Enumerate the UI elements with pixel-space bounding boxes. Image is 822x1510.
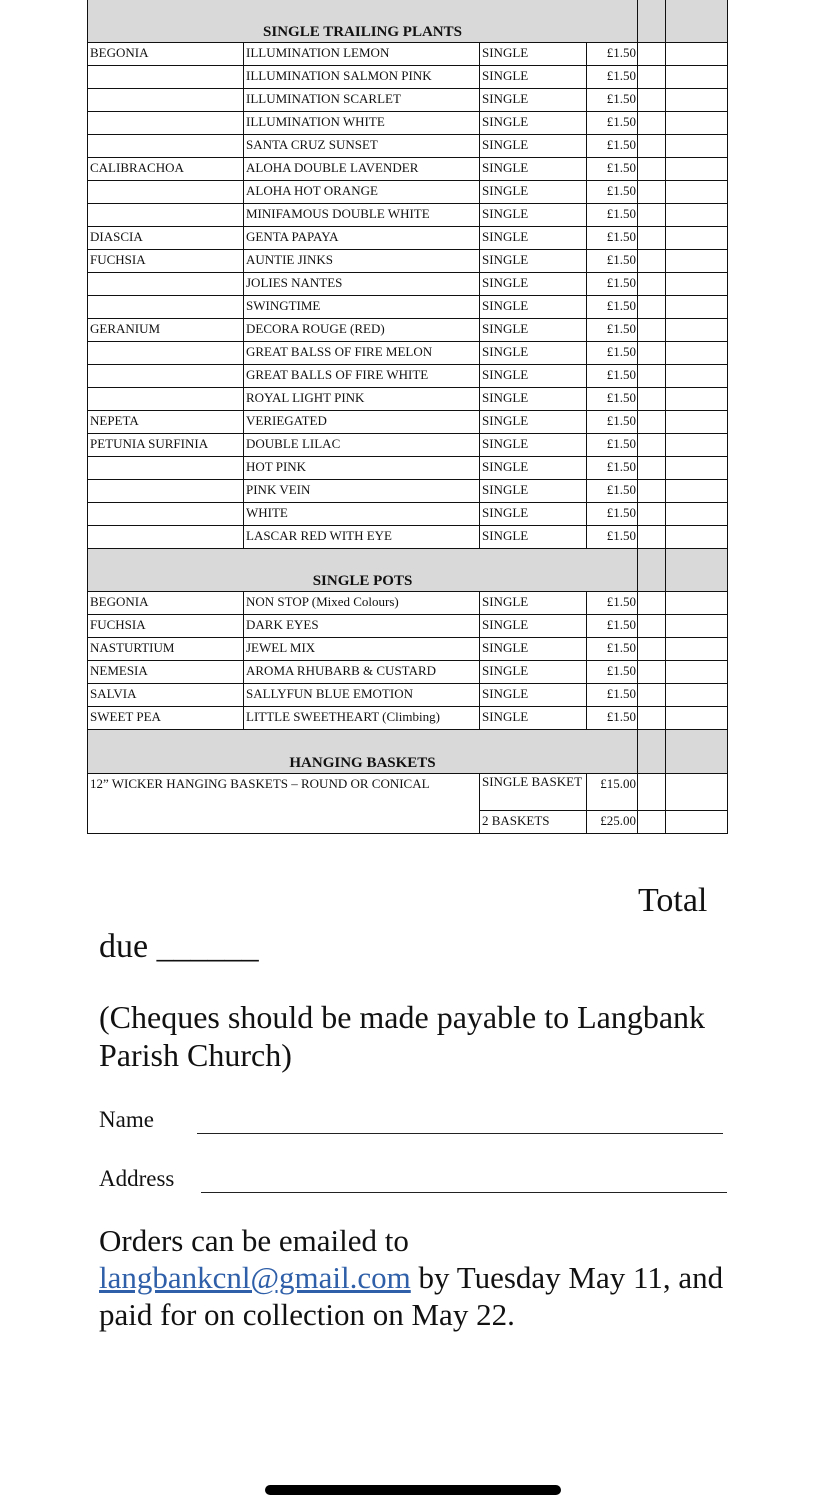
table-row bbox=[88, 158, 728, 181]
basket-price-cell: £25.00 bbox=[587, 811, 638, 834]
type-cell: SINGLE bbox=[480, 592, 587, 615]
table-row bbox=[88, 365, 728, 388]
price-cell: £1.50 bbox=[587, 388, 638, 411]
genus-cell bbox=[88, 503, 244, 526]
genus-cell: NEMESIA bbox=[88, 661, 244, 684]
quantity-cell[interactable] bbox=[638, 434, 666, 457]
variety-cell: ILLUMINATION SALMON PINK bbox=[244, 66, 480, 89]
cost-cell[interactable] bbox=[666, 273, 728, 296]
variety-cell: PINK VEIN bbox=[244, 480, 480, 503]
genus-cell bbox=[88, 480, 244, 503]
cost-cell[interactable] bbox=[666, 811, 728, 834]
table-row bbox=[88, 480, 728, 503]
cost-cell[interactable] bbox=[666, 434, 728, 457]
price-cell: £1.50 bbox=[587, 661, 638, 684]
variety-cell: LASCAR RED WITH EYE bbox=[244, 526, 480, 549]
section-title: HANGING BASKETS bbox=[88, 730, 638, 774]
table-row bbox=[88, 342, 728, 365]
cheques-note: (Cheques should be made payable to Langbank Parish Church) bbox=[99, 999, 706, 1073]
cost-cell[interactable] bbox=[666, 66, 728, 89]
cost-cell[interactable] bbox=[666, 158, 728, 181]
variety-cell: DOUBLE LILAC bbox=[244, 434, 480, 457]
quantity-cell[interactable] bbox=[638, 388, 666, 411]
section-title: SINGLE TRAILING PLANTS bbox=[88, 0, 638, 43]
cost-cell[interactable] bbox=[666, 684, 728, 707]
cost-cell[interactable] bbox=[666, 480, 728, 503]
quantity-cell[interactable] bbox=[638, 661, 666, 684]
genus-cell bbox=[88, 135, 244, 158]
cost-cell[interactable] bbox=[666, 526, 728, 549]
genus-cell: SALVIA bbox=[88, 684, 244, 707]
price-cell: £1.50 bbox=[587, 204, 638, 227]
table-row bbox=[88, 227, 728, 250]
section-header-trailing-plants bbox=[88, 0, 728, 43]
section-cost-header bbox=[666, 730, 728, 774]
section-title: SINGLE POTS bbox=[88, 549, 638, 592]
type-cell: SINGLE bbox=[480, 204, 587, 227]
price-cell: £1.50 bbox=[587, 457, 638, 480]
cost-cell[interactable] bbox=[666, 250, 728, 273]
price-cell: £1.50 bbox=[587, 66, 638, 89]
name-input-line[interactable] bbox=[197, 1113, 723, 1134]
table-row bbox=[88, 661, 728, 684]
type-cell: SINGLE bbox=[480, 457, 587, 480]
cost-cell[interactable] bbox=[666, 204, 728, 227]
variety-cell: VERIEGATED bbox=[244, 411, 480, 434]
variety-cell: ALOHA HOT ORANGE bbox=[244, 181, 480, 204]
address-input-line[interactable] bbox=[201, 1172, 727, 1193]
section-header-hanging-baskets bbox=[88, 730, 728, 774]
table-row bbox=[88, 503, 728, 526]
section-cost-header bbox=[666, 549, 728, 592]
quantity-cell[interactable] bbox=[638, 411, 666, 434]
cost-cell[interactable] bbox=[666, 319, 728, 342]
genus-cell bbox=[88, 365, 244, 388]
quantity-cell[interactable] bbox=[638, 774, 666, 811]
price-cell: £1.50 bbox=[587, 684, 638, 707]
table-row bbox=[88, 457, 728, 480]
genus-cell: NASTURTIUM bbox=[88, 638, 244, 661]
price-cell: £1.50 bbox=[587, 158, 638, 181]
type-cell: SINGLE bbox=[480, 342, 587, 365]
quantity-cell[interactable] bbox=[638, 480, 666, 503]
orders-note bbox=[99, 1222, 759, 1333]
table-row bbox=[88, 66, 728, 89]
table-row bbox=[88, 250, 728, 273]
table-row bbox=[88, 592, 728, 615]
quantity-cell[interactable] bbox=[638, 615, 666, 638]
name-label: Name bbox=[99, 1107, 154, 1132]
table-row bbox=[88, 296, 728, 319]
price-cell: £1.50 bbox=[587, 135, 638, 158]
home-indicator[interactable] bbox=[265, 1485, 561, 1495]
type-cell: SINGLE bbox=[480, 158, 587, 181]
variety-cell: WHITE bbox=[244, 503, 480, 526]
price-cell: £1.50 bbox=[587, 227, 638, 250]
variety-cell: ILLUMINATION LEMON bbox=[244, 43, 480, 66]
variety-cell: SANTA CRUZ SUNSET bbox=[244, 135, 480, 158]
plant-order-table bbox=[87, 0, 728, 834]
quantity-cell[interactable] bbox=[638, 342, 666, 365]
type-cell: SINGLE bbox=[480, 273, 587, 296]
basket-type-cell: 2 BASKETS bbox=[480, 811, 587, 834]
section-cost-header bbox=[666, 0, 728, 43]
variety-cell: ROYAL LIGHT PINK bbox=[244, 388, 480, 411]
section-qty-header bbox=[638, 730, 666, 774]
type-cell: SINGLE bbox=[480, 638, 587, 661]
cost-cell[interactable] bbox=[666, 296, 728, 319]
type-cell: SINGLE bbox=[480, 684, 587, 707]
cost-cell[interactable] bbox=[666, 342, 728, 365]
type-cell: SINGLE bbox=[480, 388, 587, 411]
table-row bbox=[88, 526, 728, 549]
type-cell: SINGLE bbox=[480, 526, 587, 549]
variety-cell: JOLIES NANTES bbox=[244, 273, 480, 296]
type-cell: SINGLE bbox=[480, 181, 587, 204]
section-qty-header bbox=[638, 549, 666, 592]
cost-cell[interactable] bbox=[666, 135, 728, 158]
quantity-cell[interactable] bbox=[638, 592, 666, 615]
genus-cell: FUCHSIA bbox=[88, 250, 244, 273]
quantity-cell[interactable] bbox=[638, 273, 666, 296]
type-cell: SINGLE bbox=[480, 135, 587, 158]
variety-cell: GREAT BALSS OF FIRE MELON bbox=[244, 342, 480, 365]
cost-cell[interactable] bbox=[666, 503, 728, 526]
cost-cell[interactable] bbox=[666, 411, 728, 434]
quantity-cell[interactable] bbox=[638, 811, 666, 834]
type-cell: SINGLE bbox=[480, 319, 587, 342]
genus-cell: FUCHSIA bbox=[88, 615, 244, 638]
type-cell: SINGLE bbox=[480, 503, 587, 526]
type-cell: SINGLE bbox=[480, 661, 587, 684]
table-row bbox=[88, 388, 728, 411]
table-row bbox=[88, 615, 728, 638]
cost-cell[interactable] bbox=[666, 592, 728, 615]
basket-description-cell: 12” WICKER HANGING BASKETS – ROUND OR CONICAL bbox=[88, 774, 480, 834]
price-cell: £1.50 bbox=[587, 43, 638, 66]
variety-cell: JEWEL MIX bbox=[244, 638, 480, 661]
price-cell: £1.50 bbox=[587, 296, 638, 319]
type-cell: SINGLE bbox=[480, 707, 587, 730]
cost-cell[interactable] bbox=[666, 457, 728, 480]
basket-price-cell: £15.00 bbox=[587, 774, 638, 811]
quantity-cell[interactable] bbox=[638, 503, 666, 526]
genus-cell bbox=[88, 181, 244, 204]
type-cell: SINGLE bbox=[480, 43, 587, 66]
type-cell: SINGLE bbox=[480, 480, 587, 503]
genus-cell bbox=[88, 388, 244, 411]
quantity-cell[interactable] bbox=[638, 526, 666, 549]
total-label: Total bbox=[638, 882, 708, 919]
price-cell: £1.50 bbox=[587, 638, 638, 661]
cost-cell[interactable] bbox=[666, 388, 728, 411]
genus-cell bbox=[88, 204, 244, 227]
total-due-field[interactable]: due ______ bbox=[99, 928, 259, 965]
genus-cell bbox=[88, 273, 244, 296]
quantity-cell[interactable] bbox=[638, 135, 666, 158]
variety-cell: AUNTIE JINKS bbox=[244, 250, 480, 273]
type-cell: SINGLE bbox=[480, 250, 587, 273]
orders-suffix: by Tuesday May 11, and paid for on collection on May 22. bbox=[99, 1260, 724, 1332]
table-row bbox=[88, 135, 728, 158]
quantity-cell[interactable] bbox=[638, 250, 666, 273]
price-cell: £1.50 bbox=[587, 250, 638, 273]
cost-cell[interactable] bbox=[666, 774, 728, 811]
variety-cell: ILLUMINATION SCARLET bbox=[244, 89, 480, 112]
price-cell: £1.50 bbox=[587, 112, 638, 135]
price-cell: £1.50 bbox=[587, 411, 638, 434]
quantity-cell[interactable] bbox=[638, 158, 666, 181]
genus-cell: CALIBRACHOA bbox=[88, 158, 244, 181]
variety-cell: NON STOP (Mixed Colours) bbox=[244, 592, 480, 615]
cost-cell[interactable] bbox=[666, 365, 728, 388]
quantity-cell[interactable] bbox=[638, 365, 666, 388]
type-cell: SINGLE bbox=[480, 434, 587, 457]
price-cell: £1.50 bbox=[587, 365, 638, 388]
variety-cell: MINIFAMOUS DOUBLE WHITE bbox=[244, 204, 480, 227]
quantity-cell[interactable] bbox=[638, 227, 666, 250]
type-cell: SINGLE bbox=[480, 411, 587, 434]
orders-prefix: Orders can be emailed to bbox=[99, 1223, 409, 1258]
price-cell: £1.50 bbox=[587, 615, 638, 638]
price-cell: £1.50 bbox=[587, 342, 638, 365]
table-row bbox=[88, 684, 728, 707]
genus-cell bbox=[88, 526, 244, 549]
cost-cell[interactable] bbox=[666, 89, 728, 112]
variety-cell: DARK EYES bbox=[244, 615, 480, 638]
table-row bbox=[88, 43, 728, 66]
quantity-cell[interactable] bbox=[638, 707, 666, 730]
cost-cell[interactable] bbox=[666, 638, 728, 661]
type-cell: SINGLE bbox=[480, 112, 587, 135]
quantity-cell[interactable] bbox=[638, 112, 666, 135]
quantity-cell[interactable] bbox=[638, 89, 666, 112]
genus-cell: BEGONIA bbox=[88, 43, 244, 66]
table-row bbox=[88, 411, 728, 434]
table-row bbox=[88, 707, 728, 730]
type-cell: SINGLE bbox=[480, 365, 587, 388]
cost-cell[interactable] bbox=[666, 181, 728, 204]
quantity-cell[interactable] bbox=[638, 296, 666, 319]
type-cell: SINGLE bbox=[480, 615, 587, 638]
price-cell: £1.50 bbox=[587, 319, 638, 342]
variety-cell: GREAT BALLS OF FIRE WHITE bbox=[244, 365, 480, 388]
address-label: Address bbox=[99, 1166, 175, 1191]
genus-cell bbox=[88, 89, 244, 112]
variety-cell: DECORA ROUGE (RED) bbox=[244, 319, 480, 342]
genus-cell: NEPETA bbox=[88, 411, 244, 434]
price-cell: £1.50 bbox=[587, 707, 638, 730]
genus-cell bbox=[88, 296, 244, 319]
price-cell: £1.50 bbox=[587, 89, 638, 112]
genus-cell bbox=[88, 112, 244, 135]
price-cell: £1.50 bbox=[587, 592, 638, 615]
price-cell: £1.50 bbox=[587, 526, 638, 549]
genus-cell: SWEET PEA bbox=[88, 707, 244, 730]
quantity-cell[interactable] bbox=[638, 638, 666, 661]
price-cell: £1.50 bbox=[587, 181, 638, 204]
section-qty-header bbox=[638, 0, 666, 43]
quantity-cell[interactable] bbox=[638, 204, 666, 227]
table-row bbox=[88, 273, 728, 296]
quantity-cell[interactable] bbox=[638, 181, 666, 204]
quantity-cell[interactable] bbox=[638, 66, 666, 89]
quantity-cell[interactable] bbox=[638, 43, 666, 66]
type-cell: SINGLE bbox=[480, 227, 587, 250]
price-cell: £1.50 bbox=[587, 503, 638, 526]
type-cell: SINGLE bbox=[480, 89, 587, 112]
table-row bbox=[88, 638, 728, 661]
variety-cell: SWINGTIME bbox=[244, 296, 480, 319]
price-cell: £1.50 bbox=[587, 480, 638, 503]
quantity-cell[interactable] bbox=[638, 684, 666, 707]
price-cell: £1.50 bbox=[587, 273, 638, 296]
cost-cell[interactable] bbox=[666, 615, 728, 638]
cost-cell[interactable] bbox=[666, 112, 728, 135]
table-row bbox=[88, 181, 728, 204]
price-cell: £1.50 bbox=[587, 434, 638, 457]
genus-cell: DIASCIA bbox=[88, 227, 244, 250]
variety-cell: SALLYFUN BLUE EMOTION bbox=[244, 684, 480, 707]
table-row bbox=[88, 204, 728, 227]
quantity-cell[interactable] bbox=[638, 457, 666, 480]
variety-cell: GENTA PAPAYA bbox=[244, 227, 480, 250]
genus-cell: GERANIUM bbox=[88, 319, 244, 342]
table-row bbox=[88, 434, 728, 457]
cost-cell[interactable] bbox=[666, 43, 728, 66]
table-row bbox=[88, 319, 728, 342]
table-row bbox=[88, 112, 728, 135]
genus-cell bbox=[88, 66, 244, 89]
email-link[interactable]: langbankcnl@gmail.com bbox=[99, 1260, 411, 1295]
variety-cell: HOT PINK bbox=[244, 457, 480, 480]
genus-cell bbox=[88, 342, 244, 365]
type-cell: SINGLE bbox=[480, 296, 587, 319]
table-row bbox=[88, 89, 728, 112]
genus-cell bbox=[88, 457, 244, 480]
basket-type-cell: SINGLE BASKET bbox=[480, 774, 587, 811]
quantity-cell[interactable] bbox=[638, 319, 666, 342]
cost-cell[interactable] bbox=[666, 661, 728, 684]
variety-cell: ILLUMINATION WHITE bbox=[244, 112, 480, 135]
genus-cell: BEGONIA bbox=[88, 592, 244, 615]
genus-cell: PETUNIA SURFINIA bbox=[88, 434, 244, 457]
variety-cell: AROMA RHUBARB & CUSTARD bbox=[244, 661, 480, 684]
type-cell: SINGLE bbox=[480, 66, 587, 89]
basket-row bbox=[88, 774, 728, 811]
cost-cell[interactable] bbox=[666, 707, 728, 730]
variety-cell: ALOHA DOUBLE LAVENDER bbox=[244, 158, 480, 181]
cost-cell[interactable] bbox=[666, 227, 728, 250]
section-header-single-pots bbox=[88, 549, 728, 592]
variety-cell: LITTLE SWEETHEART (Climbing) bbox=[244, 707, 480, 730]
